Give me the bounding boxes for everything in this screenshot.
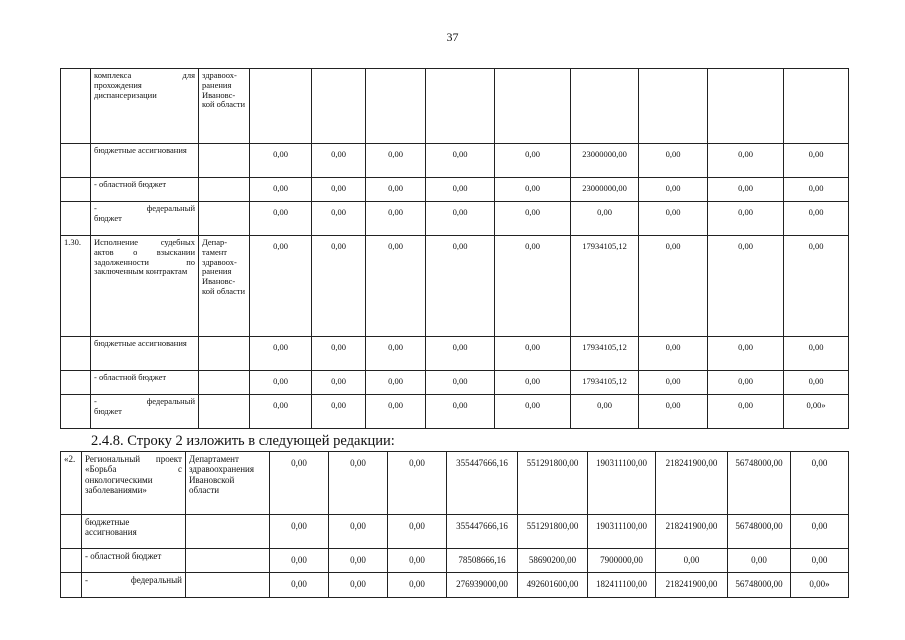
amount-cell: 190311100,00 [588,515,656,549]
executor-cell [199,371,250,395]
amount-cell: 190311100,00 [588,452,656,515]
budget-table-row2 [60,451,849,598]
amount-cell: 0,00 [728,549,791,573]
amount-cell: 0,00 [270,515,329,549]
amount-cell: 0,00 [312,337,366,371]
item-name-text: федеральный [130,575,182,585]
row-number-cell [61,337,91,371]
amount-cell: 0,00 [250,178,312,202]
item-name-cell: бюджетные ассигнования [82,515,186,549]
amount-cell: 17934105,12 [571,337,639,371]
item-name-text: федеральный [146,203,195,213]
amount-cell: 0,00 [784,337,849,371]
amount-cell [639,69,708,144]
item-name-cell [91,202,199,236]
amount-cell: 0,00 [329,549,388,573]
executor-cell [199,178,250,202]
amount-cell: 0,00 [791,452,849,515]
amount-cell: 0,00 [784,144,849,178]
row-number-cell [61,178,91,202]
amount-cell [366,69,426,144]
amount-cell: 0,00 [270,549,329,573]
item-name-cell: бюджетные ассигнования [91,144,199,178]
amount-cell: 56748000,00 [728,515,791,549]
executor-cell [199,202,250,236]
amount-cell [708,69,784,144]
amount-cell: 218241900,00 [656,573,728,598]
item-name-cell: комплекса для прохождения диспансеризации [91,69,199,144]
item-name-cell: - областной бюджет [91,371,199,395]
amount-cell: 492601600,00 [518,573,588,598]
item-name-cell: - областной бюджет [82,549,186,573]
amount-cell: 56748000,00 [728,573,791,598]
amount-cell: 0,00 [708,202,784,236]
amount-cell: 0,00 [366,144,426,178]
item-name-cell: Региональный проект «Борьба с онкологическими заболеваниями» [82,452,186,515]
amount-cell: 276939000,00 [447,573,518,598]
amount-cell: 0,00 [388,515,447,549]
executor-cell: Департамент здравоохранения Ивановской области [186,452,270,515]
amount-cell: 0,00 [639,178,708,202]
amount-cell [250,69,312,144]
amount-cell: 0,00 [329,452,388,515]
amount-cell: 0,00 [329,573,388,598]
table-row [61,144,849,178]
table-row [61,549,849,573]
amount-cell: 218241900,00 [656,515,728,549]
item-name-cell: - областной бюджет [91,178,199,202]
table-row [61,515,849,549]
row-number-cell [61,395,91,429]
row-number-cell: «2. [61,452,82,515]
amount-cell: 0,00 [426,202,495,236]
table-row [61,337,849,371]
executor-cell [186,549,270,573]
amount-cell [571,69,639,144]
amount-cell: 0,00 [639,144,708,178]
executor-cell: Депар-тамент здравоох-ранения Ивановс-кой области [199,236,250,337]
amount-cell [426,69,495,144]
amount-cell: 0,00 [656,549,728,573]
amount-cell: 23000000,00 [571,178,639,202]
amount-cell: 17934105,12 [571,371,639,395]
amount-cell: 0,00 [250,202,312,236]
amount-cell: 0,00 [366,395,426,429]
amount-cell: 0,00 [708,178,784,202]
amount-cell: 0,00 [639,202,708,236]
row-number-cell [61,549,82,573]
table-row [61,202,849,236]
amount-cell: 0,00 [495,395,571,429]
amount-cell: 0,00 [639,236,708,337]
item-name-dash: - [94,396,97,406]
table-row [61,236,849,337]
amount-cell: 0,00 [495,144,571,178]
amount-cell: 355447666,16 [447,515,518,549]
amount-cell: 58690200,00 [518,549,588,573]
amount-cell: 0,00 [366,236,426,337]
executor-cell [199,144,250,178]
amount-cell: 0,00 [708,236,784,337]
amount-cell: 0,00» [784,395,849,429]
amount-cell: 0,00 [250,236,312,337]
amount-cell: 0,00 [426,337,495,371]
item-name-text: бюджет [94,212,122,223]
amount-cell: 0,00 [250,395,312,429]
amount-cell: 0,00 [495,236,571,337]
amount-cell: 0,00 [366,202,426,236]
row-number-cell [61,371,91,395]
executor-cell [186,515,270,549]
amount-cell: 355447666,16 [447,452,518,515]
amount-cell: 0,00 [791,515,849,549]
amount-cell: 551291800,00 [518,515,588,549]
table-row [61,452,849,515]
executor-cell [186,573,270,598]
amount-cell: 0,00 [708,144,784,178]
amount-cell: 0,00 [366,337,426,371]
amount-cell: 0,00 [388,452,447,515]
amount-cell: 0,00 [639,337,708,371]
amount-cell: 0,00 [312,202,366,236]
amount-cell: 182411100,00 [588,573,656,598]
executor-cell [199,395,250,429]
item-name-cell [91,395,199,429]
amount-cell: 0,00 [250,337,312,371]
amount-cell: 0,00 [366,178,426,202]
executor-cell: здравоох-ранения Ивановс-кой области [199,69,250,144]
section-heading: 2.4.8. Строку 2 изложить в следующей редакции: [91,433,395,449]
amount-cell: 56748000,00 [728,452,791,515]
amount-cell: 0,00 [270,573,329,598]
amount-cell: 0,00 [250,144,312,178]
item-name-cell [82,573,186,598]
amount-cell: 0,00 [495,371,571,395]
amount-cell: 0,00 [426,236,495,337]
table-row [61,395,849,429]
amount-cell: 23000000,00 [571,144,639,178]
amount-cell: 551291800,00 [518,452,588,515]
amount-cell: 0,00 [329,515,388,549]
amount-cell: 0,00 [784,202,849,236]
amount-cell: 0,00 [426,178,495,202]
amount-cell: 218241900,00 [656,452,728,515]
item-name-text: федеральный [146,396,195,406]
amount-cell: 0,00 [312,144,366,178]
amount-cell: 0,00 [270,452,329,515]
amount-cell: 0,00 [312,371,366,395]
amount-cell [495,69,571,144]
item-name-dash: - [85,575,88,585]
amount-cell: 0,00 [250,371,312,395]
amount-cell: 0,00 [708,395,784,429]
row-number-cell [61,202,91,236]
executor-cell [199,337,250,371]
amount-cell: 0,00 [388,573,447,598]
amount-cell: 0,00 [366,371,426,395]
amount-cell: 0,00 [708,337,784,371]
amount-cell [784,69,849,144]
amount-cell: 0,00 [708,371,784,395]
budget-table-continued [60,68,849,429]
amount-cell: 0,00 [571,202,639,236]
amount-cell: 0,00 [426,395,495,429]
amount-cell: 0,00 [784,236,849,337]
table-row [61,371,849,395]
amount-cell: 0,00 [495,178,571,202]
item-name-text: бюджет [94,405,122,416]
amount-cell: 0,00 [312,395,366,429]
amount-cell: 0,00 [312,178,366,202]
item-name-dash: - [94,203,97,213]
table-row [61,178,849,202]
item-name-cell: бюджетные ассигнования [91,337,199,371]
table-row [61,69,849,144]
row-number-cell [61,144,91,178]
page-number: 37 [446,30,459,44]
row-number-cell [61,69,91,144]
amount-cell: 0,00 [426,371,495,395]
amount-cell: 0,00 [639,371,708,395]
amount-cell: 0,00 [639,395,708,429]
amount-cell [312,69,366,144]
row-number-cell [61,515,82,549]
table-row [61,573,849,598]
amount-cell: 0,00» [791,573,849,598]
amount-cell: 0,00 [388,549,447,573]
amount-cell: 17934105,12 [571,236,639,337]
amount-cell: 0,00 [571,395,639,429]
item-name-cell: Исполнение судебных актов о взыскании задолженности по заключенным контрактам [91,236,199,337]
amount-cell: 0,00 [426,144,495,178]
amount-cell: 78508666,16 [447,549,518,573]
amount-cell: 7900000,00 [588,549,656,573]
amount-cell: 0,00 [791,549,849,573]
row-number-cell [61,573,82,598]
amount-cell: 0,00 [312,236,366,337]
amount-cell: 0,00 [784,371,849,395]
amount-cell: 0,00 [495,202,571,236]
row-number-cell: 1.30. [61,236,91,337]
amount-cell: 0,00 [784,178,849,202]
amount-cell: 0,00 [495,337,571,371]
